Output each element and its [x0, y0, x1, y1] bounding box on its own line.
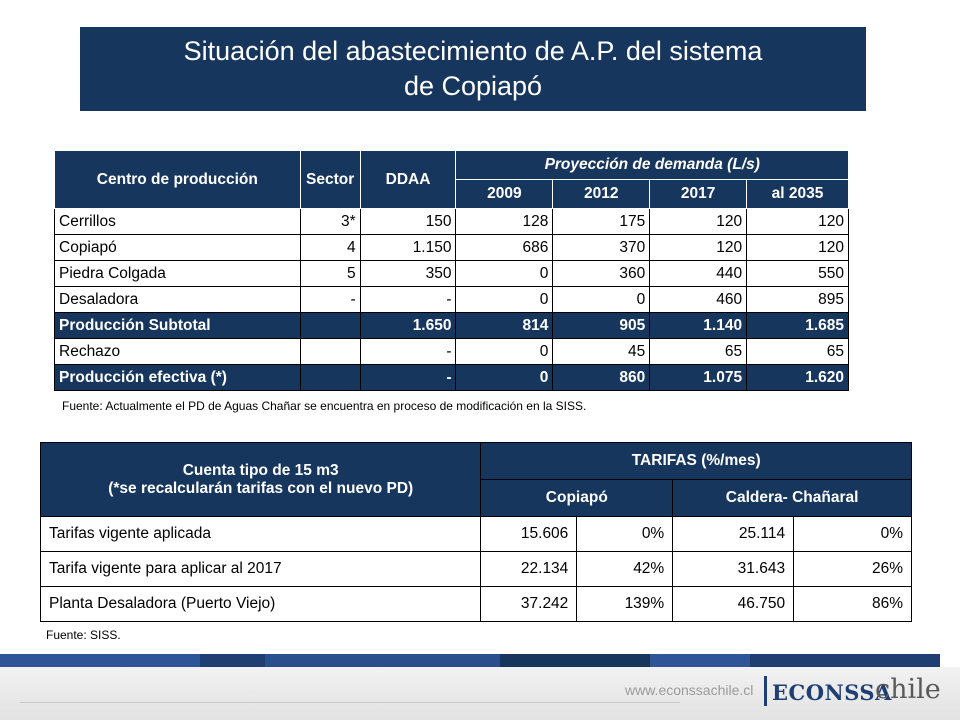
- row-2017: 1.075: [650, 365, 747, 391]
- table-row: [55, 209, 849, 235]
- header-year: al 2035: [747, 180, 849, 209]
- table-row: [55, 261, 849, 287]
- row-2009: 128: [456, 209, 553, 235]
- header-centro: Centro de producción: [55, 151, 301, 209]
- row-2012: 175: [553, 209, 650, 235]
- row-2012: 905: [553, 313, 650, 339]
- row-ddaa: 1.650: [360, 313, 456, 339]
- logo-econssa: ECONSSA: [772, 680, 892, 705]
- row-2035: 120: [747, 235, 849, 261]
- row-ddaa: -: [360, 287, 456, 313]
- row-2017: 1.140: [650, 313, 747, 339]
- production-source-note: Fuente: Actualmente el PD de Aguas Chañar se encuentra en proceso de modificación en la SISS.: [62, 399, 587, 413]
- row-2009: 0: [456, 365, 553, 391]
- caldera-value: 46.750: [673, 587, 794, 622]
- website-link[interactable]: www.econssachile.cl: [625, 682, 754, 698]
- caldera-pct: 86%: [794, 587, 912, 622]
- footer-stripe-segment: [0, 654, 200, 667]
- footer-stripe-segment: [650, 654, 750, 667]
- footer-stripe-segment: [500, 654, 650, 667]
- row-name: Producción efectiva (*): [55, 365, 301, 391]
- row-name: Piedra Colgada: [55, 261, 301, 287]
- header-account-line1: Cuenta tipo de 15 m3: [182, 461, 339, 479]
- copiapo-pct: 0%: [577, 517, 673, 552]
- footer-stripe-segment: [940, 654, 960, 667]
- row-sector: [300, 339, 360, 365]
- row-2012: 45: [553, 339, 650, 365]
- table-row: [41, 517, 912, 552]
- row-sector: 4: [300, 235, 360, 261]
- copiapo-pct: 42%: [577, 552, 673, 587]
- header-caldera: Caldera- Chañaral: [673, 480, 912, 517]
- row-2009: 0: [456, 339, 553, 365]
- effective-row: [55, 365, 849, 391]
- row-name: Rechazo: [55, 339, 301, 365]
- row-2009: 814: [456, 313, 553, 339]
- row-2017: 120: [650, 209, 747, 235]
- row-2009: 686: [456, 235, 553, 261]
- row-sector: 5: [300, 261, 360, 287]
- copiapo-value: 15.606: [481, 517, 577, 552]
- row-2017: 65: [650, 339, 747, 365]
- slide-title: [80, 27, 866, 111]
- header-proyeccion: Proyección de demanda (L/s): [456, 151, 849, 180]
- row-sector: -: [300, 287, 360, 313]
- header-sector: Sector: [300, 151, 360, 209]
- row-2012: 0: [553, 287, 650, 313]
- header-tarifas: TARIFAS (%/mes): [481, 443, 912, 480]
- row-2035: 1.620: [747, 365, 849, 391]
- header-year: 2009: [456, 180, 553, 209]
- copiapo-pct: 139%: [577, 587, 673, 622]
- row-name: Producción Subtotal: [55, 313, 301, 339]
- table-row: [41, 552, 912, 587]
- tariff-label: Tarifas vigente aplicada: [41, 517, 481, 552]
- row-2009: 0: [456, 287, 553, 313]
- row-name: Cerrillos: [55, 209, 301, 235]
- slide-title-line2: de Copiapó: [403, 71, 543, 101]
- row-2017: 460: [650, 287, 747, 313]
- row-2017: 440: [650, 261, 747, 287]
- row-name: Copiapó: [55, 235, 301, 261]
- caldera-pct: 0%: [794, 517, 912, 552]
- production-table: [54, 150, 849, 391]
- row-2035: 1.685: [747, 313, 849, 339]
- header-account: [41, 443, 481, 517]
- caldera-pct: 26%: [794, 552, 912, 587]
- row-2035: 65: [747, 339, 849, 365]
- header-year: 2012: [553, 180, 650, 209]
- row-2012: 370: [553, 235, 650, 261]
- header-copiapo: Copiapó: [481, 480, 673, 517]
- tariff-label: Tarifa vigente para aplicar al 2017: [41, 552, 481, 587]
- header-year: 2017: [650, 180, 747, 209]
- row-2012: 860: [553, 365, 650, 391]
- row-sector: [300, 313, 360, 339]
- tariff-label: Planta Desaladora (Puerto Viejo): [41, 587, 481, 622]
- slide-title-line1: Situación del abastecimiento de A.P. del sistema: [183, 36, 763, 66]
- row-2017: 120: [650, 235, 747, 261]
- footer-stripe-segment: [750, 654, 940, 667]
- row-ddaa: -: [360, 339, 456, 365]
- logo-divider: [764, 676, 767, 706]
- caldera-value: 25.114: [673, 517, 794, 552]
- row-ddaa: 350: [360, 261, 456, 287]
- logo-chile: chile: [875, 674, 941, 705]
- copiapo-value: 37.242: [481, 587, 577, 622]
- row-2035: 120: [747, 209, 849, 235]
- subtotal-row: [55, 313, 849, 339]
- footer-stripe-segment: [265, 654, 500, 667]
- row-sector: [300, 365, 360, 391]
- header-ddaa: DDAA: [360, 151, 456, 209]
- tariff-source-note: Fuente: SISS.: [46, 628, 121, 642]
- header-account-line2: (*se recalcularán tarifas con el nuevo PD): [108, 479, 414, 497]
- table-row: [55, 235, 849, 261]
- table-row: [55, 287, 849, 313]
- row-name: Desaladora: [55, 287, 301, 313]
- row-2035: 550: [747, 261, 849, 287]
- row-2035: 895: [747, 287, 849, 313]
- footer-stripe-segment: [200, 654, 265, 667]
- row-2012: 360: [553, 261, 650, 287]
- table-row: [55, 339, 849, 365]
- row-ddaa: -: [360, 365, 456, 391]
- footer-divider: [20, 702, 680, 703]
- row-ddaa: 1.150: [360, 235, 456, 261]
- tariff-table: [40, 442, 912, 622]
- row-2009: 0: [456, 261, 553, 287]
- row-ddaa: 150: [360, 209, 456, 235]
- caldera-value: 31.643: [673, 552, 794, 587]
- row-sector: 3*: [300, 209, 360, 235]
- copiapo-value: 22.134: [481, 552, 577, 587]
- table-row: [41, 587, 912, 622]
